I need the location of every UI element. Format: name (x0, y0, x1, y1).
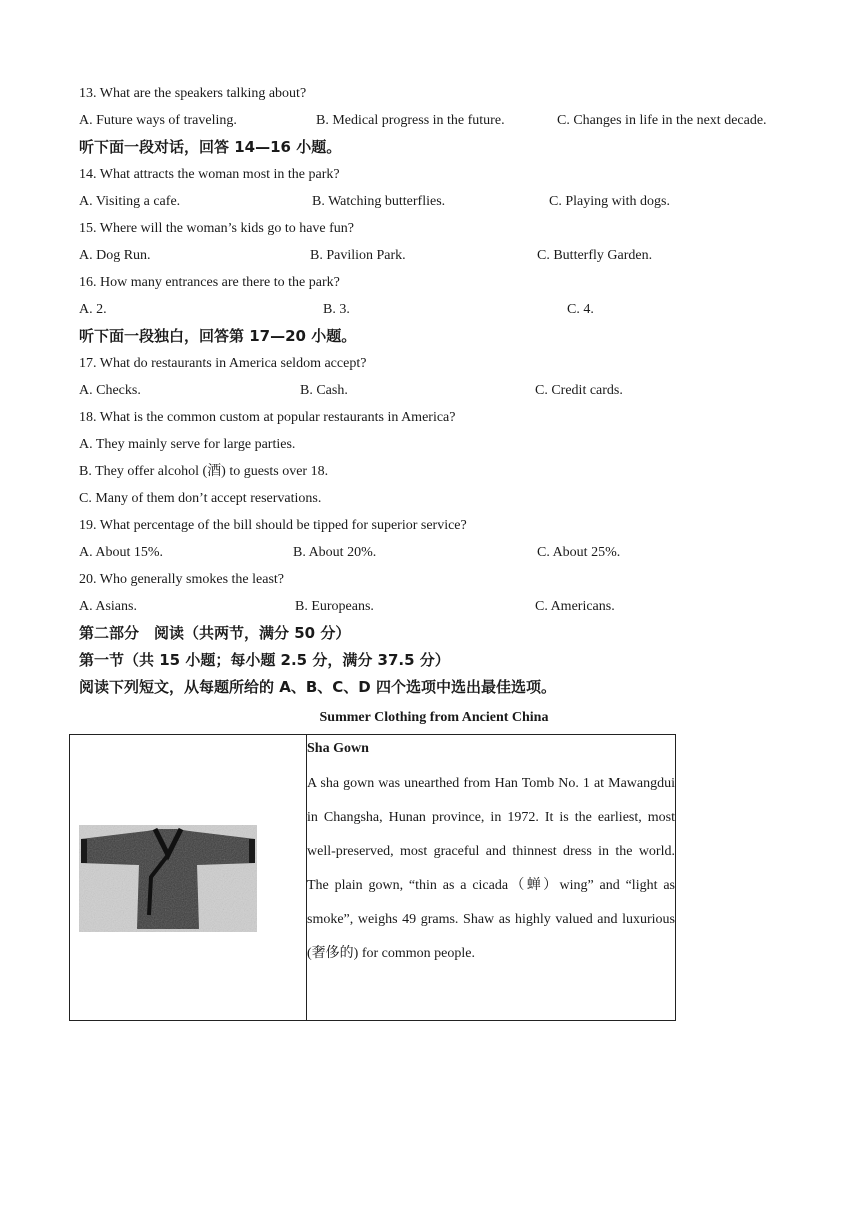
q14-option-c: C. Playing with dogs. (549, 194, 670, 209)
question-16: 16. How many entrances are there to the park? (79, 275, 340, 290)
q17-option-c: C. Credit cards. (535, 383, 623, 398)
question-18: 18. What is the common custom at popular restaurants in America? (79, 410, 456, 425)
q13-option-b: B. Medical progress in the future. (316, 113, 505, 128)
q16-option-a: A. 2. (79, 302, 107, 317)
question-20: 20. Who generally smokes the least? (79, 572, 285, 587)
description-cell (307, 735, 676, 1021)
q16-option-b: B. 3. (323, 302, 350, 317)
q14-option-b: B. Watching butterflies. (312, 194, 446, 209)
sha-gown-photo (79, 825, 257, 932)
question-19: 19. What percentage of the bill should be tipped for superior service? (79, 518, 467, 533)
q17-option-b: B. Cash. (300, 383, 348, 398)
q15-option-c: C. Butterfly Garden. (537, 248, 653, 263)
question-15: 15. Where will the woman’s kids go to have fun? (79, 221, 355, 236)
q18-option-c: C. Many of them don’t accept reservations. (79, 491, 322, 506)
clothing-table (69, 734, 676, 1021)
q16-option-c: C. 4. (567, 302, 594, 317)
gown-illustration (79, 825, 257, 932)
question-17: 17. What do restaurants in America seldom accept? (79, 356, 367, 371)
section-heading-14-16: 听下面一段对话，回答 14—16 小题。 (79, 138, 342, 156)
q19-option-b: B. About 20%. (293, 545, 377, 560)
item-name: Sha Gown (307, 741, 369, 756)
q20-option-b: B. Europeans. (295, 599, 374, 614)
part-two-heading: 第二部分 阅读（共两节，满分 50 分） (79, 624, 351, 642)
q13-option-a: A. Future ways of traveling. (79, 113, 237, 128)
section-one-heading: 第一节（共 15 小题；每小题 2.5 分，满分 37.5 分） (79, 651, 450, 669)
q19-option-c: C. About 25%. (537, 545, 621, 560)
q13-option-c: C. Changes in life in the next decade. (557, 113, 767, 128)
item-description: A sha gown was unearthed from Han Tomb No. 1 at Mawangdui in Changsha, Hunan province, in 1972. It is the earliest, most well-preserved, most graceful and thinnest dress in the world. The plain gown, “thin as a cicada（蝉）wing” and “light as smoke”, weighs 49 grams. Shaw as highly valued and luxurious (奢侈的) for common people. (307, 776, 675, 961)
question-13: 13. What are the speakers talking about? (79, 86, 307, 101)
question-14: 14. What attracts the woman most in the park? (79, 167, 340, 182)
q18-option-b: B. They offer alcohol (酒) to guests over 18. (79, 464, 329, 479)
q20-option-c: C. Americans. (535, 599, 615, 614)
q15-option-a: A. Dog Run. (79, 248, 151, 263)
q14-option-a: A. Visiting a cafe. (79, 194, 181, 209)
q17-option-a: A. Checks. (79, 383, 141, 398)
q19-option-a: A. About 15%. (79, 545, 163, 560)
image-cell (70, 735, 307, 1021)
section-heading-17-20: 听下面一段独白，回答第 17—20 小题。 (79, 327, 357, 345)
q20-option-a: A. Asians. (79, 599, 137, 614)
reading-instruction: 阅读下列短文，从每题所给的 A、B、C、D 四个选项中选出最佳选项。 (79, 678, 556, 696)
q18-option-a: A. They mainly serve for large parties. (79, 437, 296, 452)
passage-title: Summer Clothing from Ancient China (319, 710, 549, 725)
q15-option-b: B. Pavilion Park. (310, 248, 406, 263)
